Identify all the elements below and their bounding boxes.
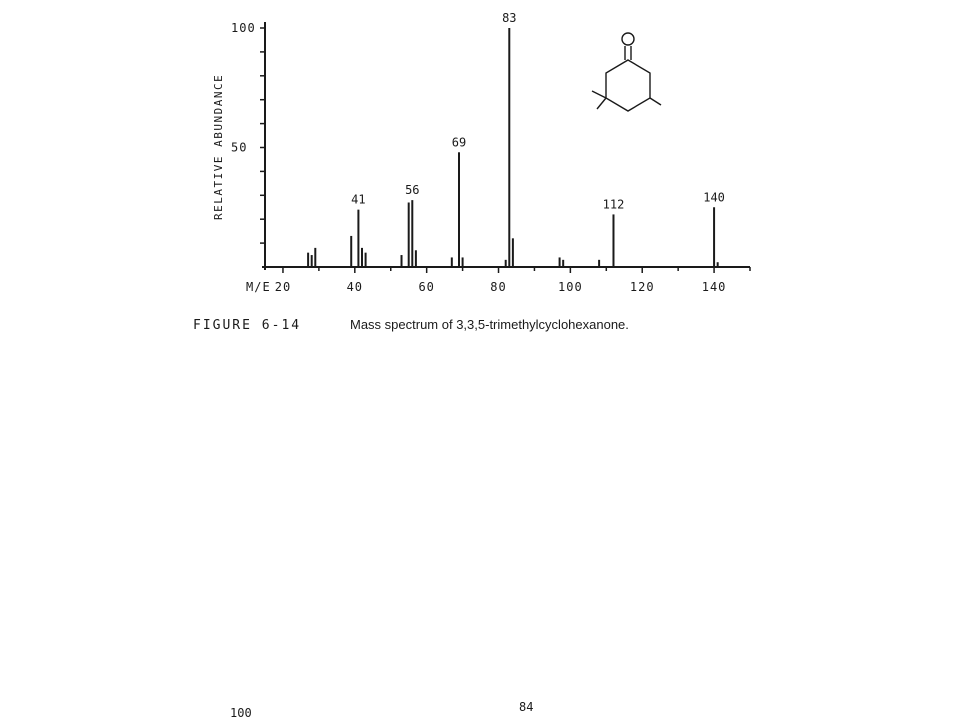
peak-label: 41 xyxy=(351,192,366,207)
figure-number: FIGURE 6-14 xyxy=(193,318,302,333)
x-axis-ticks xyxy=(275,267,750,294)
x-tick-label: 100 xyxy=(558,280,583,294)
y-axis-title: RELATIVE ABUNDANCE xyxy=(212,73,225,220)
y-tick-label: 100 xyxy=(231,21,256,35)
molecule-structure-image xyxy=(592,33,661,111)
lower-chart-peak-label: 84 xyxy=(519,700,534,714)
x-tick-label: 140 xyxy=(701,280,727,294)
peak-label: 69 xyxy=(451,135,467,150)
x-axis-title: M/E xyxy=(246,280,271,294)
x-tick-label: 80 xyxy=(490,280,507,294)
y-axis-ticks xyxy=(231,21,265,243)
spectrum-peaks xyxy=(308,28,718,267)
y-tick-label: 50 xyxy=(231,140,248,155)
peak-label: 112 xyxy=(602,197,625,212)
peak-label: 140 xyxy=(703,190,725,205)
x-tick-label: 40 xyxy=(346,280,364,294)
peak-labels xyxy=(351,11,725,211)
lower-chart-y-tick-label: 100 xyxy=(230,706,252,720)
peak-label: 56 xyxy=(405,183,420,198)
x-tick-label: 60 xyxy=(418,280,435,294)
peak-label: 83 xyxy=(502,11,517,25)
figure-caption: Mass spectrum of 3,3,5-trimethylcyclohexanone. xyxy=(350,317,629,332)
x-tick-label: 20 xyxy=(274,280,292,294)
x-tick-label: 120 xyxy=(629,280,655,294)
